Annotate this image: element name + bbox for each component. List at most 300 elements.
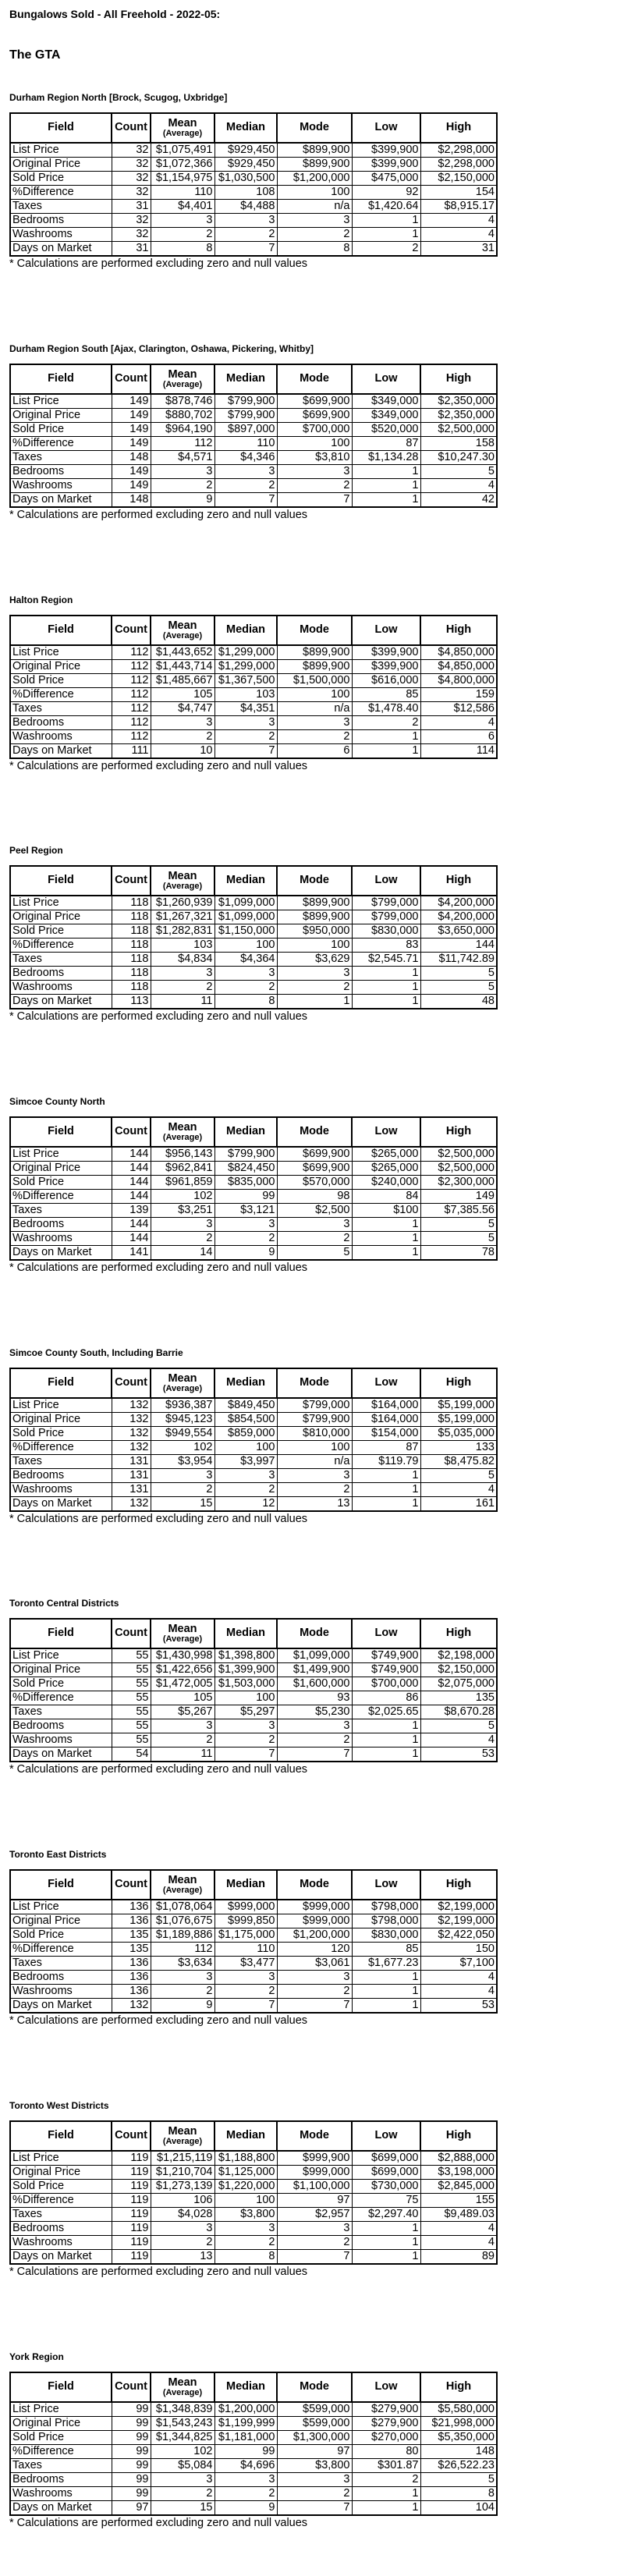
cell-count: 131: [112, 1455, 151, 1469]
cell-count: 136: [112, 1985, 151, 1999]
cell-mode: $699,900: [277, 409, 352, 423]
column-header-low: [352, 113, 420, 143]
cell-count: 144: [112, 1218, 151, 1232]
column-header-label: High: [445, 1627, 472, 1640]
table-row-taxes: [10, 451, 497, 465]
cell-count: 32: [112, 172, 151, 186]
cell-field: Sold Price: [10, 674, 112, 688]
column-header-sublabel: (Average): [162, 1132, 203, 1142]
cell-field: Original Price: [10, 910, 112, 924]
cell-count: 149: [112, 479, 151, 493]
cell-mean: $1,210,704: [151, 2166, 214, 2180]
cell-field: Bedrooms: [10, 1218, 112, 1232]
cell-mode: $899,900: [277, 910, 352, 924]
cell-field: Washrooms: [10, 1232, 112, 1246]
cell-high: 6: [420, 730, 497, 744]
cell-mode: 6: [277, 744, 352, 759]
cell-field: Taxes: [10, 1705, 112, 1719]
table-row-sold-price: [10, 172, 497, 186]
table-row-days-on-market: [10, 2250, 497, 2265]
cell-count: 99: [112, 2459, 151, 2473]
cell-count: 131: [112, 1483, 151, 1497]
column-header-label: Field: [48, 2129, 74, 2142]
cell-median: 3: [214, 716, 277, 730]
cell-mode: $1,300,000: [277, 2431, 352, 2445]
table-row-washrooms: [10, 1232, 497, 1246]
cell-low: $699,000: [352, 2151, 420, 2166]
cell-low: 87: [352, 1441, 420, 1455]
cell-median: $854,500: [214, 1413, 277, 1427]
column-header-label: Mode: [300, 874, 329, 887]
cell-field: Washrooms: [10, 981, 112, 995]
cell-median: 3: [214, 2473, 277, 2487]
cell-mode: $899,900: [277, 158, 352, 172]
cell-median: 2: [214, 2236, 277, 2250]
region-title: Simcoe County South, Including Barrie: [9, 1347, 183, 1358]
cell-mode: 5: [277, 1246, 352, 1261]
cell-mode: $899,900: [277, 660, 352, 674]
cell-high: $4,800,000: [420, 674, 497, 688]
cell-count: 31: [112, 200, 151, 214]
cell-mean: $1,543,243: [151, 2417, 214, 2431]
column-header-label: Mean: [168, 2376, 197, 2389]
cell-field: List Price: [10, 1900, 112, 1914]
cell-mode: 2: [277, 2487, 352, 2501]
cell-count: 118: [112, 910, 151, 924]
table-row-bedrooms: [10, 2222, 497, 2236]
cell-high: $2,350,000: [420, 409, 497, 423]
column-header-field: [10, 113, 112, 143]
column-header-label: Low: [374, 1125, 398, 1138]
column-header-label: Count: [115, 1627, 147, 1640]
table-row-days-on-market: [10, 744, 497, 759]
cell-field: Original Price: [10, 2417, 112, 2431]
table-row-washrooms: [10, 981, 497, 995]
cell-mean: $1,273,139: [151, 2180, 214, 2194]
column-header-mean: [151, 866, 214, 896]
column-header-count: [112, 866, 151, 896]
cell-high: 4: [420, 228, 497, 242]
column-header-label: Count: [115, 2380, 147, 2393]
cell-high: 5: [420, 1469, 497, 1483]
cell-low: 1: [352, 967, 420, 981]
cell-count: 119: [112, 2180, 151, 2194]
cell-count: 139: [112, 1204, 151, 1218]
column-header-mean: [151, 616, 214, 645]
cell-mean: 15: [151, 2501, 214, 2516]
table-row-percent-difference: [10, 1190, 497, 1204]
cell-high: 4: [420, 716, 497, 730]
cell-low: $2,545.71: [352, 953, 420, 967]
cell-low: $399,900: [352, 645, 420, 660]
cell-count: 112: [112, 660, 151, 674]
cell-low: $1,420.64: [352, 200, 420, 214]
cell-high: 158: [420, 437, 497, 451]
cell-mean: 9: [151, 1999, 214, 2014]
cell-field: List Price: [10, 1648, 112, 1663]
cell-median: 2: [214, 479, 277, 493]
footnote: * Calculations are performed excluding zero and null values: [9, 1763, 308, 1776]
cell-count: 99: [112, 2431, 151, 2445]
column-header-median: [214, 2121, 277, 2151]
cell-high: $5,199,000: [420, 1413, 497, 1427]
cell-mean: 3: [151, 1971, 214, 1985]
cell-count: 135: [112, 1943, 151, 1957]
column-header-sublabel: (Average): [162, 2387, 203, 2397]
cell-high: $2,888,000: [420, 2151, 497, 2166]
table-row-percent-difference: [10, 939, 497, 953]
cell-high: 5: [420, 981, 497, 995]
cell-high: $2,298,000: [420, 143, 497, 158]
cell-field: Days on Market: [10, 1497, 112, 1512]
cell-mean: 105: [151, 1691, 214, 1705]
cell-field: Bedrooms: [10, 2222, 112, 2236]
cell-count: 149: [112, 409, 151, 423]
column-header-sublabel: (Average): [162, 2136, 203, 2146]
column-header-label: Mean: [168, 1371, 197, 1385]
cell-median: 2: [214, 2487, 277, 2501]
cell-median: 2: [214, 1733, 277, 1747]
cell-high: $5,350,000: [420, 2431, 497, 2445]
cell-mean: $880,702: [151, 409, 214, 423]
column-header-label: Median: [226, 372, 265, 385]
cell-mode: $999,000: [277, 1900, 352, 1914]
cell-low: 1: [352, 2236, 420, 2250]
cell-mean: 3: [151, 716, 214, 730]
cell-low: $279,900: [352, 2402, 420, 2417]
cell-high: $2,199,000: [420, 1900, 497, 1914]
cell-mode: $899,900: [277, 896, 352, 910]
cell-median: 103: [214, 688, 277, 702]
cell-mean: $1,078,064: [151, 1900, 214, 1914]
cell-field: %Difference: [10, 939, 112, 953]
cell-median: 3: [214, 1719, 277, 1733]
cell-high: $2,300,000: [420, 1176, 497, 1190]
region-title: Toronto East Districts: [9, 1849, 107, 1860]
stats-table: [9, 2372, 498, 2516]
cell-count: 118: [112, 967, 151, 981]
table-row-original-price: [10, 1162, 497, 1176]
cell-field: %Difference: [10, 688, 112, 702]
column-header-label: High: [445, 372, 472, 385]
cell-median: $1,030,500: [214, 172, 277, 186]
column-header-sublabel: (Average): [162, 881, 203, 891]
cell-low: $100: [352, 1204, 420, 1218]
table-row-days-on-market: [10, 1497, 497, 1512]
cell-high: 78: [420, 1246, 497, 1261]
column-header-label: Count: [115, 874, 147, 887]
cell-count: 149: [112, 465, 151, 479]
cell-low: $520,000: [352, 423, 420, 437]
cell-high: $8,915.17: [420, 200, 497, 214]
table-row-bedrooms: [10, 716, 497, 730]
cell-median: 110: [214, 1943, 277, 1957]
cell-low: $164,000: [352, 1398, 420, 1413]
cell-field: Taxes: [10, 451, 112, 465]
cell-median: 2: [214, 1483, 277, 1497]
cell-mode: $1,500,000: [277, 674, 352, 688]
column-header-field: [10, 1619, 112, 1648]
column-header-sublabel: (Average): [162, 128, 203, 138]
header-row: [10, 1368, 497, 1398]
region-title: Toronto West Districts: [9, 2100, 109, 2111]
cell-mean: 3: [151, 2473, 214, 2487]
table-row-washrooms: [10, 730, 497, 744]
stats-table: [9, 112, 498, 257]
cell-mode: 100: [277, 688, 352, 702]
cell-median: 8: [214, 995, 277, 1009]
column-header-count: [112, 1117, 151, 1147]
cell-mean: 110: [151, 186, 214, 200]
column-header-mode: [277, 2121, 352, 2151]
table-row-taxes: [10, 1455, 497, 1469]
table-row-list-price: [10, 1398, 497, 1413]
cell-mode: 2: [277, 730, 352, 744]
cell-high: 48: [420, 995, 497, 1009]
cell-field: List Price: [10, 1398, 112, 1413]
cell-median: $1,150,000: [214, 924, 277, 939]
cell-median: $4,364: [214, 953, 277, 967]
column-header-label: High: [445, 2129, 472, 2142]
cell-mean: $1,154,975: [151, 172, 214, 186]
cell-mean: 13: [151, 2250, 214, 2265]
cell-mode: $1,600,000: [277, 1677, 352, 1691]
cell-mean: 2: [151, 2487, 214, 2501]
column-header-count: [112, 616, 151, 645]
cell-count: 119: [112, 2151, 151, 2166]
column-header-median: [214, 1619, 277, 1648]
column-header-label: Count: [115, 1125, 147, 1138]
cell-field: Days on Market: [10, 1246, 112, 1261]
column-header-label: Mean: [168, 619, 197, 632]
region-title: Peel Region: [9, 845, 63, 856]
cell-mode: n/a: [277, 1455, 352, 1469]
cell-low: 2: [352, 716, 420, 730]
column-header-field: [10, 2121, 112, 2151]
table-row-original-price: [10, 1413, 497, 1427]
column-header-label: Median: [226, 874, 265, 887]
cell-median: $1,299,000: [214, 660, 277, 674]
cell-mean: 105: [151, 688, 214, 702]
column-header-label: Mode: [300, 1627, 329, 1640]
table-row-percent-difference: [10, 1441, 497, 1455]
cell-high: 31: [420, 242, 497, 257]
table-row-taxes: [10, 1957, 497, 1971]
cell-mean: $1,215,119: [151, 2151, 214, 2166]
column-header-label: Mode: [300, 1376, 329, 1389]
stats-table: [9, 1869, 498, 2014]
cell-field: %Difference: [10, 1190, 112, 1204]
cell-count: 32: [112, 158, 151, 172]
cell-median: 12: [214, 1497, 277, 1512]
region-section: [9, 343, 498, 521]
table-row-list-price: [10, 1900, 497, 1914]
cell-low: $749,900: [352, 1648, 420, 1663]
cell-mean: 112: [151, 437, 214, 451]
column-header-high: [420, 2121, 497, 2151]
cell-median: $4,488: [214, 200, 277, 214]
cell-high: $12,586: [420, 702, 497, 716]
column-header-label: Mean: [168, 2124, 197, 2138]
cell-field: Bedrooms: [10, 1469, 112, 1483]
cell-high: 4: [420, 214, 497, 228]
cell-field: Original Price: [10, 1413, 112, 1427]
cell-mean: 3: [151, 1218, 214, 1232]
cell-mean: 3: [151, 967, 214, 981]
cell-low: $475,000: [352, 172, 420, 186]
column-header-count: [112, 364, 151, 394]
cell-count: 97: [112, 2501, 151, 2516]
cell-field: Bedrooms: [10, 967, 112, 981]
cell-mode: 7: [277, 493, 352, 508]
cell-count: 55: [112, 1705, 151, 1719]
table-row-days-on-market: [10, 995, 497, 1009]
cell-low: $265,000: [352, 1162, 420, 1176]
cell-field: Washrooms: [10, 228, 112, 242]
cell-count: 119: [112, 2222, 151, 2236]
cell-count: 148: [112, 451, 151, 465]
cell-high: $2,150,000: [420, 1663, 497, 1677]
cell-mean: 2: [151, 1733, 214, 1747]
cell-mean: $964,190: [151, 423, 214, 437]
column-header-field: [10, 1117, 112, 1147]
column-header-mode: [277, 113, 352, 143]
cell-median: 3: [214, 1469, 277, 1483]
table-row-washrooms: [10, 2236, 497, 2250]
table-row-original-price: [10, 660, 497, 674]
cell-mode: 2: [277, 1232, 352, 1246]
table-row-list-price: [10, 2151, 497, 2166]
column-header-low: [352, 1368, 420, 1398]
region-section: [9, 2351, 498, 2529]
cell-high: 148: [420, 2445, 497, 2459]
cell-count: 119: [112, 2208, 151, 2222]
table-row-original-price: [10, 1914, 497, 1928]
stats-table: [9, 2120, 498, 2265]
column-header-mode: [277, 1368, 352, 1398]
table-row-list-price: [10, 645, 497, 660]
cell-mean: $4,571: [151, 451, 214, 465]
region-section: [9, 1598, 498, 1776]
cell-mean: 112: [151, 1943, 214, 1957]
table-row-sold-price: [10, 2180, 497, 2194]
cell-field: Washrooms: [10, 1985, 112, 1999]
cell-median: 9: [214, 1246, 277, 1261]
cell-count: 132: [112, 1441, 151, 1455]
cell-field: Taxes: [10, 953, 112, 967]
cell-mode: $3,810: [277, 451, 352, 465]
cell-high: $4,200,000: [420, 896, 497, 910]
column-header-high: [420, 364, 497, 394]
cell-mode: 97: [277, 2445, 352, 2459]
cell-mean: $1,485,667: [151, 674, 214, 688]
region-title: Simcoe County North: [9, 1096, 105, 1107]
cell-high: 4: [420, 2236, 497, 2250]
cell-mean: $5,084: [151, 2459, 214, 2473]
header-row: [10, 1870, 497, 1900]
column-header-label: Median: [226, 623, 265, 637]
cell-median: $1,181,000: [214, 2431, 277, 2445]
cell-field: List Price: [10, 645, 112, 660]
table-row-percent-difference: [10, 688, 497, 702]
cell-high: 104: [420, 2501, 497, 2516]
cell-field: Bedrooms: [10, 1971, 112, 1985]
cell-mode: $1,099,000: [277, 1648, 352, 1663]
cell-mode: 3: [277, 214, 352, 228]
cell-count: 118: [112, 896, 151, 910]
footnote: * Calculations are performed excluding zero and null values: [9, 2014, 308, 2027]
cell-median: $849,450: [214, 1398, 277, 1413]
region-section: [9, 594, 498, 772]
cell-mode: 7: [277, 2501, 352, 2516]
cell-mode: 2: [277, 1733, 352, 1747]
cell-high: $2,845,000: [420, 2180, 497, 2194]
cell-low: 1: [352, 2250, 420, 2265]
cell-field: Washrooms: [10, 479, 112, 493]
cell-field: Sold Price: [10, 1677, 112, 1691]
column-header-median: [214, 1117, 277, 1147]
cell-mode: 2: [277, 2236, 352, 2250]
table-row-original-price: [10, 2417, 497, 2431]
cell-median: $1,398,800: [214, 1648, 277, 1663]
column-header-high: [420, 2372, 497, 2402]
cell-count: 99: [112, 2487, 151, 2501]
cell-field: Days on Market: [10, 2250, 112, 2265]
table-row-washrooms: [10, 228, 497, 242]
cell-count: 132: [112, 1497, 151, 1512]
column-header-label: Field: [48, 1627, 74, 1640]
cell-high: 155: [420, 2194, 497, 2208]
cell-mean: 2: [151, 2236, 214, 2250]
cell-median: 7: [214, 744, 277, 759]
cell-mode: 3: [277, 1719, 352, 1733]
cell-high: 42: [420, 493, 497, 508]
column-header-label: Mean: [168, 1622, 197, 1635]
cell-mean: $936,387: [151, 1398, 214, 1413]
cell-mean: 11: [151, 1747, 214, 1762]
cell-low: 1: [352, 1733, 420, 1747]
cell-low: 1: [352, 1218, 420, 1232]
cell-median: 2: [214, 1985, 277, 1999]
cell-count: 144: [112, 1232, 151, 1246]
cell-mode: 2: [277, 228, 352, 242]
cell-count: 132: [112, 1999, 151, 2014]
cell-median: $835,000: [214, 1176, 277, 1190]
cell-low: 1: [352, 744, 420, 759]
table-row-washrooms: [10, 1985, 497, 1999]
cell-low: $1,134.28: [352, 451, 420, 465]
cell-mode: $999,000: [277, 1914, 352, 1928]
table-row-taxes: [10, 702, 497, 716]
cell-low: $798,000: [352, 1914, 420, 1928]
cell-mode: $599,000: [277, 2402, 352, 2417]
column-header-label: Median: [226, 1627, 265, 1640]
table-row-taxes: [10, 1705, 497, 1719]
cell-field: %Difference: [10, 1441, 112, 1455]
cell-low: 1: [352, 981, 420, 995]
column-header-mode: [277, 1619, 352, 1648]
cell-mean: 3: [151, 1719, 214, 1733]
cell-mode: 2: [277, 479, 352, 493]
cell-median: 2: [214, 981, 277, 995]
cell-mode: 7: [277, 1747, 352, 1762]
column-header-label: High: [445, 2380, 472, 2393]
column-header-high: [420, 1368, 497, 1398]
cell-high: $4,200,000: [420, 910, 497, 924]
column-header-label: Field: [48, 623, 74, 637]
cell-low: $279,900: [352, 2417, 420, 2431]
column-header-label: Count: [115, 121, 147, 134]
